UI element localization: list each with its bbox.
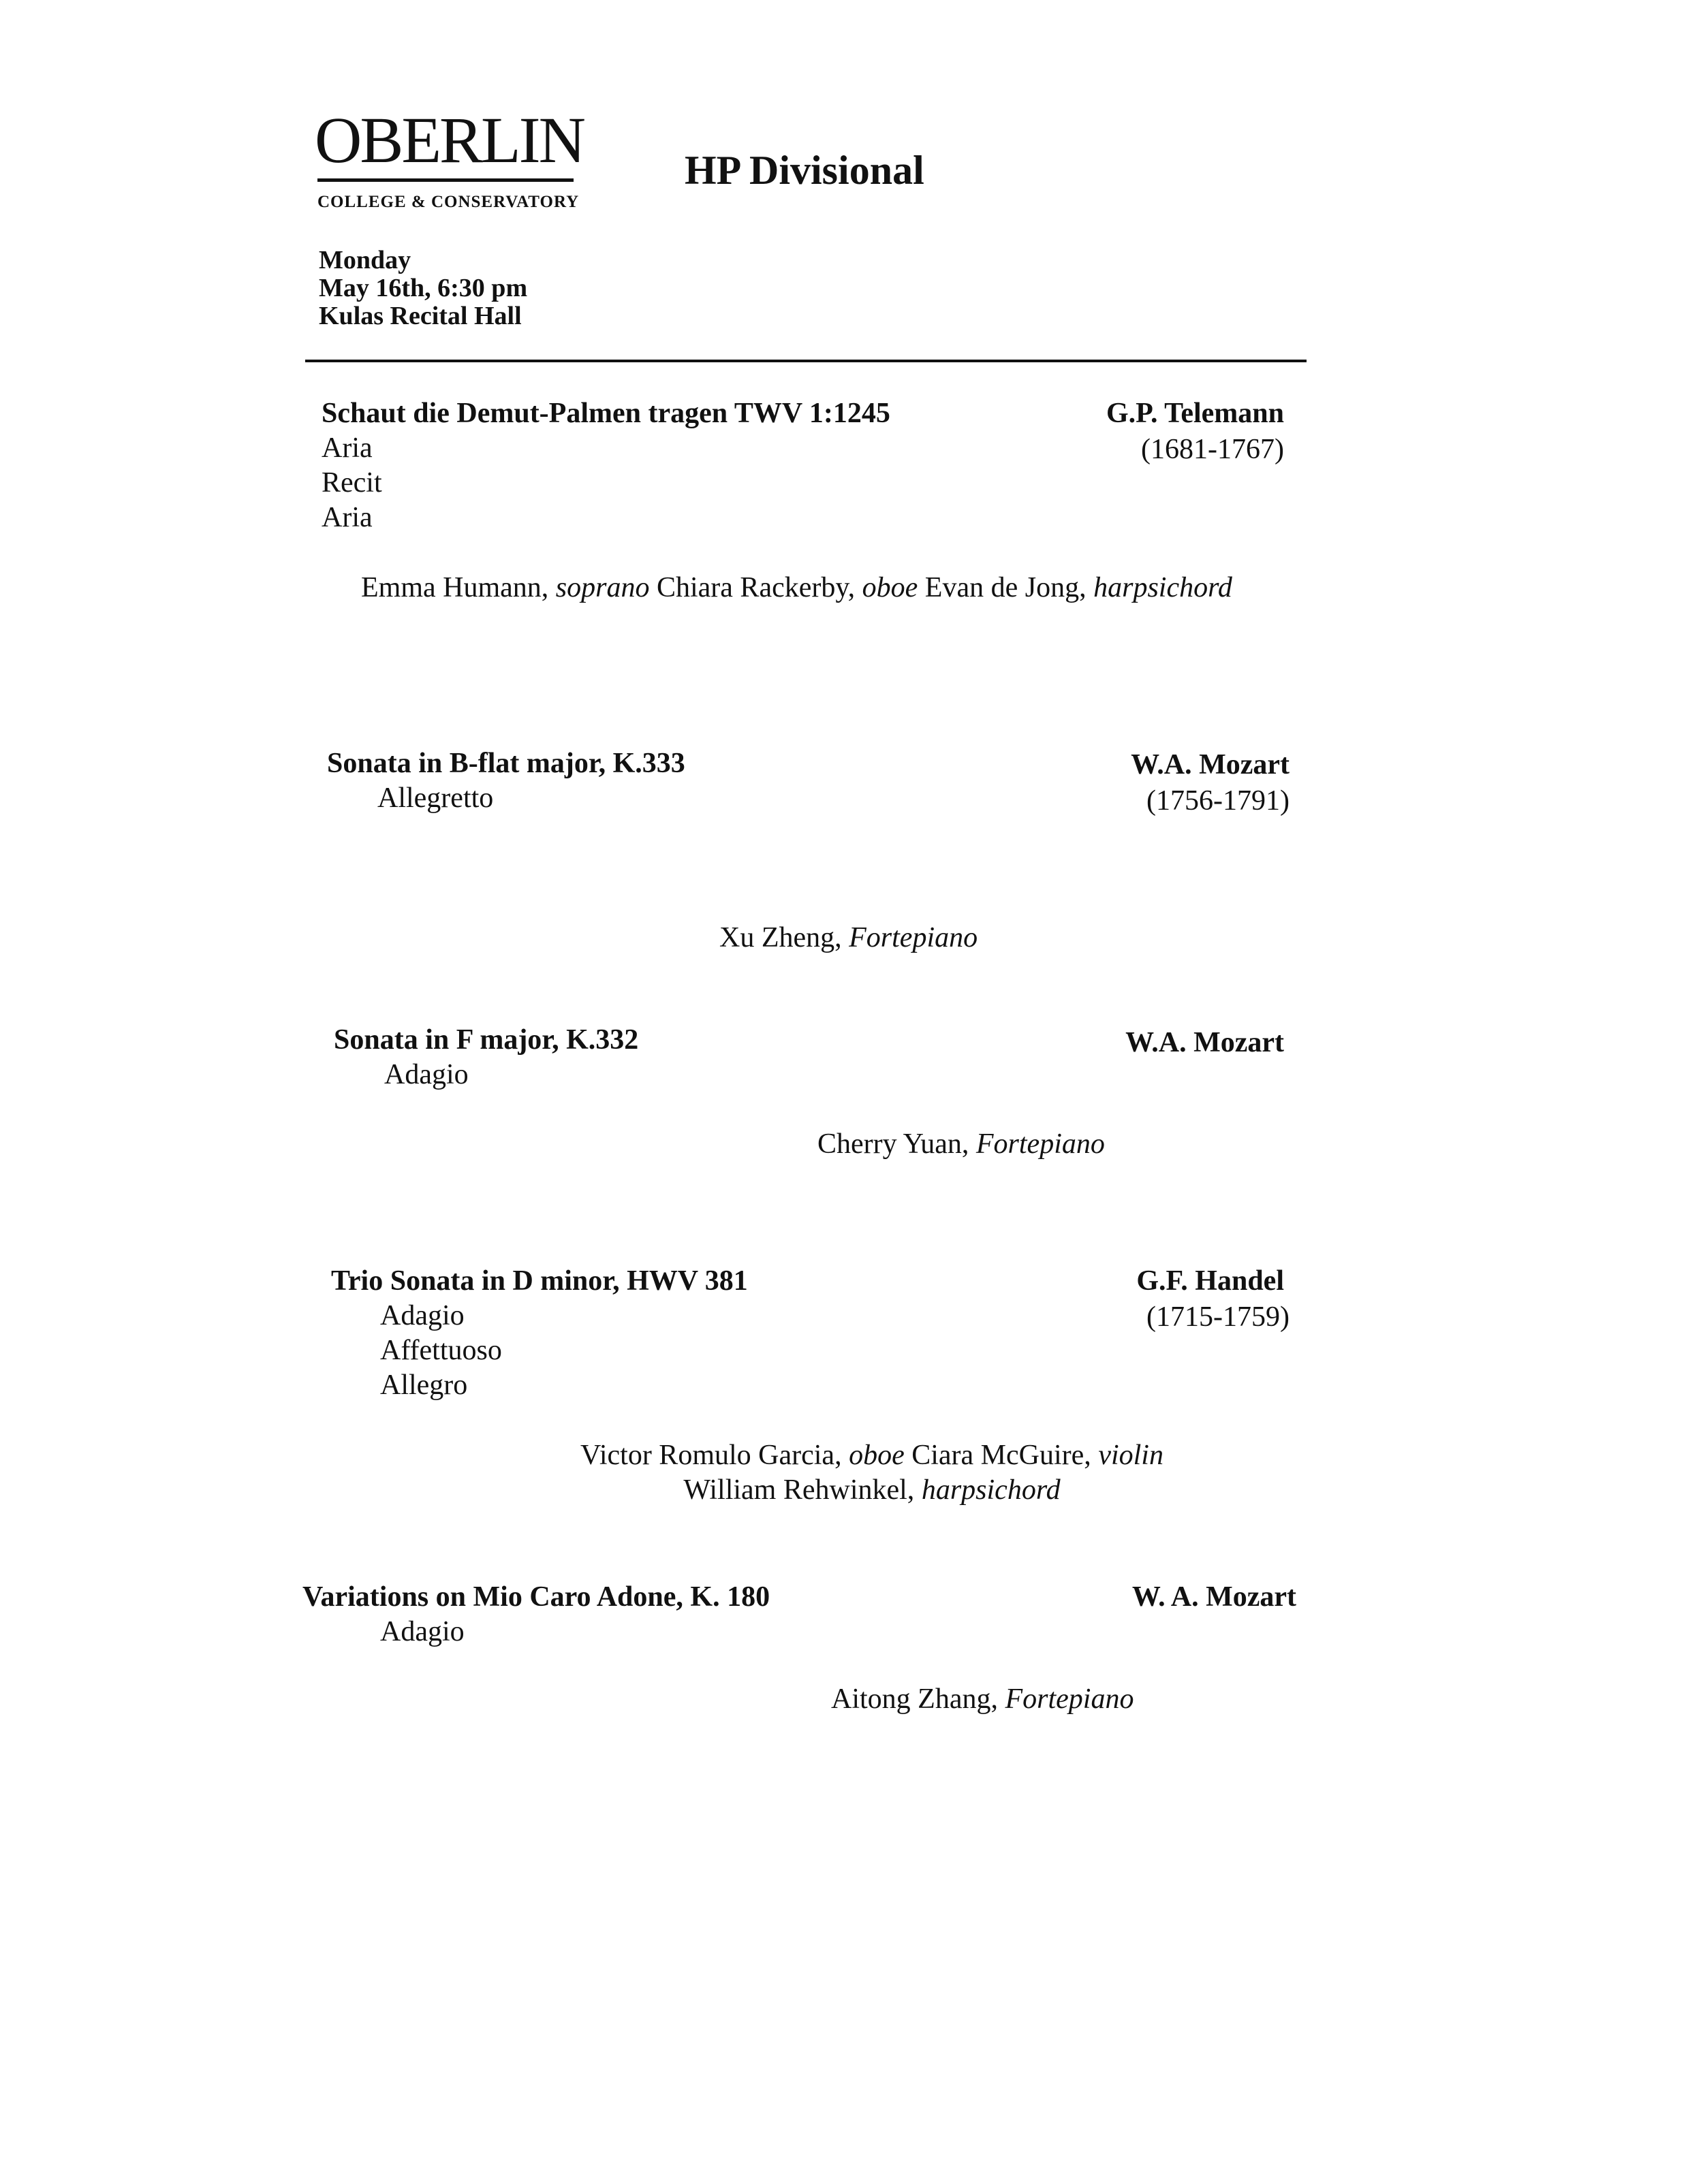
movement: Allegro	[380, 1370, 468, 1401]
performer-name: Ciara McGuire,	[911, 1440, 1099, 1471]
movement-list	[380, 1299, 502, 1403]
performer-instrument: harpsichord	[921, 1474, 1061, 1506]
composer-dates: (1715-1759)	[1146, 1301, 1290, 1333]
piece-composer: G.P. Telemann	[1106, 398, 1284, 429]
piece-title: Schaut die Demut-Palmen tragen TWV 1:1245	[322, 398, 890, 429]
piece-title: Sonata in F major, K.332	[334, 1024, 639, 1056]
composer-dates: (1756-1791)	[1146, 785, 1290, 817]
performer-instrument: Fortepiano	[975, 1128, 1105, 1160]
movement: Aria	[322, 502, 373, 533]
piece-title: Variations on Mio Caro Adone, K. 180	[302, 1581, 770, 1613]
header-divider	[305, 360, 1307, 362]
movement: Recit	[322, 467, 382, 498]
movement: Adagio	[380, 1300, 465, 1331]
performer-instrument: oboe	[849, 1440, 905, 1471]
movement-list	[377, 781, 493, 816]
movement: Aria	[322, 432, 373, 464]
performer-name: William Rehwinkel,	[683, 1474, 922, 1506]
performer-instrument: soprano	[555, 572, 650, 603]
performer-name: Chiara Rackerby,	[656, 572, 862, 603]
piece-title: Trio Sonata in D minor, HWV 381	[331, 1265, 748, 1297]
performer-name: Cherry Yuan,	[817, 1128, 976, 1160]
movement-list	[322, 431, 382, 535]
composer-dates: (1681-1767)	[1141, 434, 1284, 465]
performer-name: Aitong Zhang,	[831, 1683, 1005, 1715]
logo-wordmark: OBERLIN	[315, 104, 584, 176]
performer-name: Victor Romulo Garcia,	[580, 1440, 849, 1471]
movement: Allegretto	[377, 782, 494, 814]
movement: Adagio	[380, 1616, 465, 1647]
piece-composer: W. A. Mozart	[1131, 1581, 1296, 1613]
piece-composer: G.F. Handel	[1136, 1265, 1284, 1297]
performer-instrument: Fortepiano	[849, 922, 978, 953]
piece-composer: W.A. Mozart	[1131, 749, 1290, 780]
event-date-time: May 16th, 6:30 pm	[319, 274, 528, 302]
performer-instrument: harpsichord	[1093, 572, 1232, 603]
performer-list	[817, 1127, 1105, 1162]
movement-list	[384, 1058, 469, 1092]
performer-instrument: violin	[1098, 1440, 1163, 1471]
event-day: Monday	[319, 246, 411, 274]
performer-instrument: Fortepiano	[1005, 1683, 1134, 1715]
event-details	[319, 247, 527, 330]
performer-name: Evan de Jong,	[924, 572, 1094, 603]
performer-instrument: oboe	[862, 572, 918, 603]
event-venue: Kulas Recital Hall	[319, 302, 522, 330]
performer-name: Xu Zheng,	[719, 922, 849, 953]
performer-list	[361, 571, 1232, 605]
logo-rule	[317, 178, 574, 182]
performer-list	[719, 921, 978, 955]
piece-composer: W.A. Mozart	[1125, 1027, 1284, 1058]
performer-list	[831, 1682, 1134, 1717]
movement-list	[380, 1615, 465, 1649]
movement: Affettuoso	[380, 1335, 502, 1366]
logo-subtitle: COLLEGE & CONSERVATORY	[317, 193, 580, 211]
movement: Adagio	[384, 1059, 469, 1090]
page-title: HP Divisional	[685, 148, 924, 193]
performer-name: Emma Humann,	[361, 572, 556, 603]
performer-list	[559, 1438, 1185, 1508]
piece-title: Sonata in B-flat major, K.333	[327, 748, 685, 779]
